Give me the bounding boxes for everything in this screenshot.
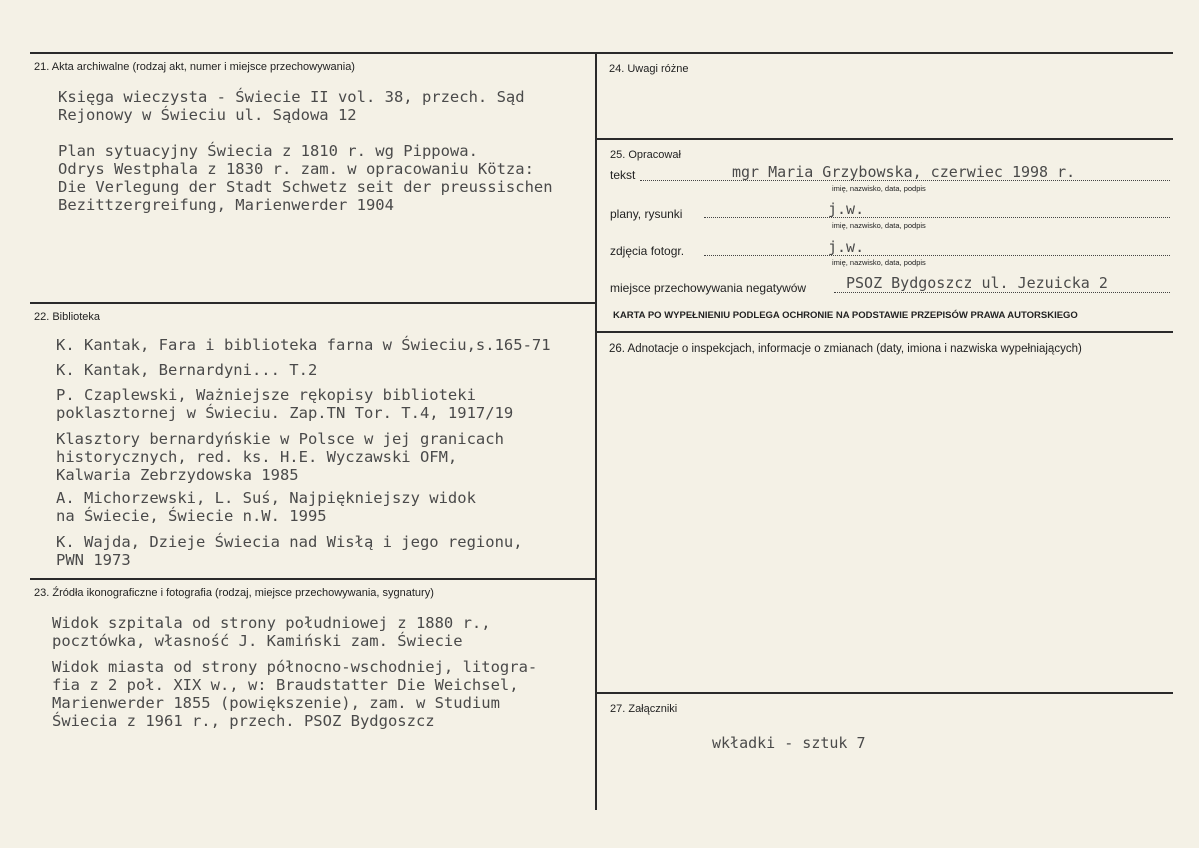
plany-label: plany, rysunki bbox=[610, 207, 683, 221]
section-21-header: 21. Akta archiwalne (rodzaj akt, numer i miejsce przechowywania) bbox=[34, 61, 355, 73]
text-line: Widok miasta od strony północno-wschodniej, litogra- bbox=[52, 658, 538, 676]
top-rule bbox=[30, 52, 1173, 54]
tekst-value: mgr Maria Grzybowska, czerwiec 1998 r. bbox=[732, 163, 1076, 181]
bib-entry bbox=[56, 361, 317, 379]
miejsce-label: miejsce przechowywania negatywów bbox=[610, 281, 807, 295]
rule-24-25 bbox=[597, 138, 1173, 140]
plany-value: j.w. bbox=[828, 200, 865, 218]
zdjecia-dotted-line bbox=[704, 255, 1170, 256]
icon-source-entry bbox=[52, 614, 491, 650]
miejsce-value: PSOZ Bydgoszcz ul. Jezuicka 2 bbox=[846, 274, 1108, 292]
section-21-text bbox=[58, 88, 553, 214]
tekst-label: tekst bbox=[610, 168, 636, 182]
text-line: Odrys Westphala z 1830 r. zam. w opracowaniu Kötza: bbox=[58, 160, 534, 178]
section-26-header: 26. Adnotacje o inspekcjach, informacje o zmianach (daty, imiona i nazwiska wypełniających) bbox=[609, 343, 1082, 355]
text-line: Świecia z 1961 r., przech. PSOZ Bydgoszcz bbox=[52, 712, 435, 730]
text-line: P. Czaplewski, Ważniejsze rękopisy biblioteki bbox=[56, 386, 476, 404]
attachments-value: wkładki - sztuk 7 bbox=[712, 734, 866, 752]
icon-source-entry bbox=[52, 658, 537, 730]
text-line: Rejonowy w Świeciu ul. Sądowa 12 bbox=[58, 106, 357, 124]
section-22-header: 22. Biblioteka bbox=[34, 311, 101, 323]
text-line: Widok szpitala od strony południowej z 1880 r., bbox=[52, 614, 491, 632]
plany-caption: imię, nazwisko, data, podpis bbox=[832, 221, 926, 230]
tekst-caption: imię, nazwisko, data, podpis bbox=[832, 184, 926, 193]
text-line: Kalwaria Zebrzydowska 1985 bbox=[56, 466, 299, 484]
text-line bbox=[58, 124, 553, 142]
bib-entry bbox=[56, 386, 513, 422]
text-line: PWN 1973 bbox=[56, 551, 131, 569]
rule-26-27 bbox=[597, 692, 1173, 694]
bib-entry bbox=[56, 489, 476, 525]
text-line: na Świecie, Świecie n.W. 1995 bbox=[56, 507, 327, 525]
rule-21-22 bbox=[30, 302, 597, 304]
section-27-header: 27. Załączniki bbox=[610, 703, 678, 715]
text-line: Księga wieczysta - Świecie II vol. 38, przech. Sąd bbox=[58, 88, 525, 106]
text-line: Plan sytuacyjny Świecia z 1810 r. wg Pippowa. bbox=[58, 142, 478, 160]
text-line: K. Kantak, Bernardyni... T.2 bbox=[56, 361, 318, 379]
zdjecia-value: j.w. bbox=[828, 238, 865, 256]
bib-entry bbox=[56, 336, 551, 354]
miejsce-dotted-line bbox=[834, 292, 1170, 293]
text-line: fia z 2 poł. XIX w., w: Braudstatter Die Weichsel, bbox=[52, 676, 519, 694]
text-line: K. Kantak, Fara i biblioteka farna w Świeciu,s.165-71 bbox=[56, 336, 551, 354]
section-23-header: 23. Źródła ikonograficzne i fotografia (rodzaj, miejsce przechowywania, sygnatury) bbox=[34, 587, 434, 599]
bib-entry bbox=[56, 430, 504, 484]
bib-entry bbox=[56, 533, 523, 569]
text-line: poklasztornej w Świeciu. Zap.TN Tor. T.4, 1917/19 bbox=[56, 404, 514, 422]
text-line: historycznych, red. ks. H.E. Wyczawski OFM, bbox=[56, 448, 458, 466]
rule-22-23 bbox=[30, 578, 597, 580]
section-24-header: 24. Uwagi różne bbox=[609, 63, 689, 75]
text-line: Klasztory bernardyńskie w Polsce w jej granicach bbox=[56, 430, 504, 448]
section-25-header: 25. Opracował bbox=[610, 149, 681, 161]
rule-25-26 bbox=[597, 331, 1173, 333]
text-line: pocztówka, własność J. Kamiński zam. Świecie bbox=[52, 632, 463, 650]
zdjecia-caption: imię, nazwisko, data, podpis bbox=[832, 258, 926, 267]
text-line: Bezittzergreifung, Marienwerder 1904 bbox=[58, 196, 394, 214]
text-line: Die Verlegung der Stadt Schwetz seit der preussischen bbox=[58, 178, 553, 196]
copyright-notice: KARTA PO WYPEŁNIENIU PODLEGA OCHRONIE NA PODSTAWIE PRZEPISÓW PRAWA AUTORSKIEGO bbox=[613, 310, 1078, 321]
text-line: A. Michorzewski, L. Suś, Najpiękniejszy widok bbox=[56, 489, 476, 507]
text-line: Marienwerder 1855 (powiększenie), zam. w Studium bbox=[52, 694, 500, 712]
plany-dotted-line bbox=[704, 217, 1170, 218]
text-line: K. Wajda, Dzieje Świecia nad Wisłą i jego regionu, bbox=[56, 533, 523, 551]
zdjecia-label: zdjęcia fotogr. bbox=[610, 244, 685, 258]
center-divider bbox=[595, 52, 597, 810]
